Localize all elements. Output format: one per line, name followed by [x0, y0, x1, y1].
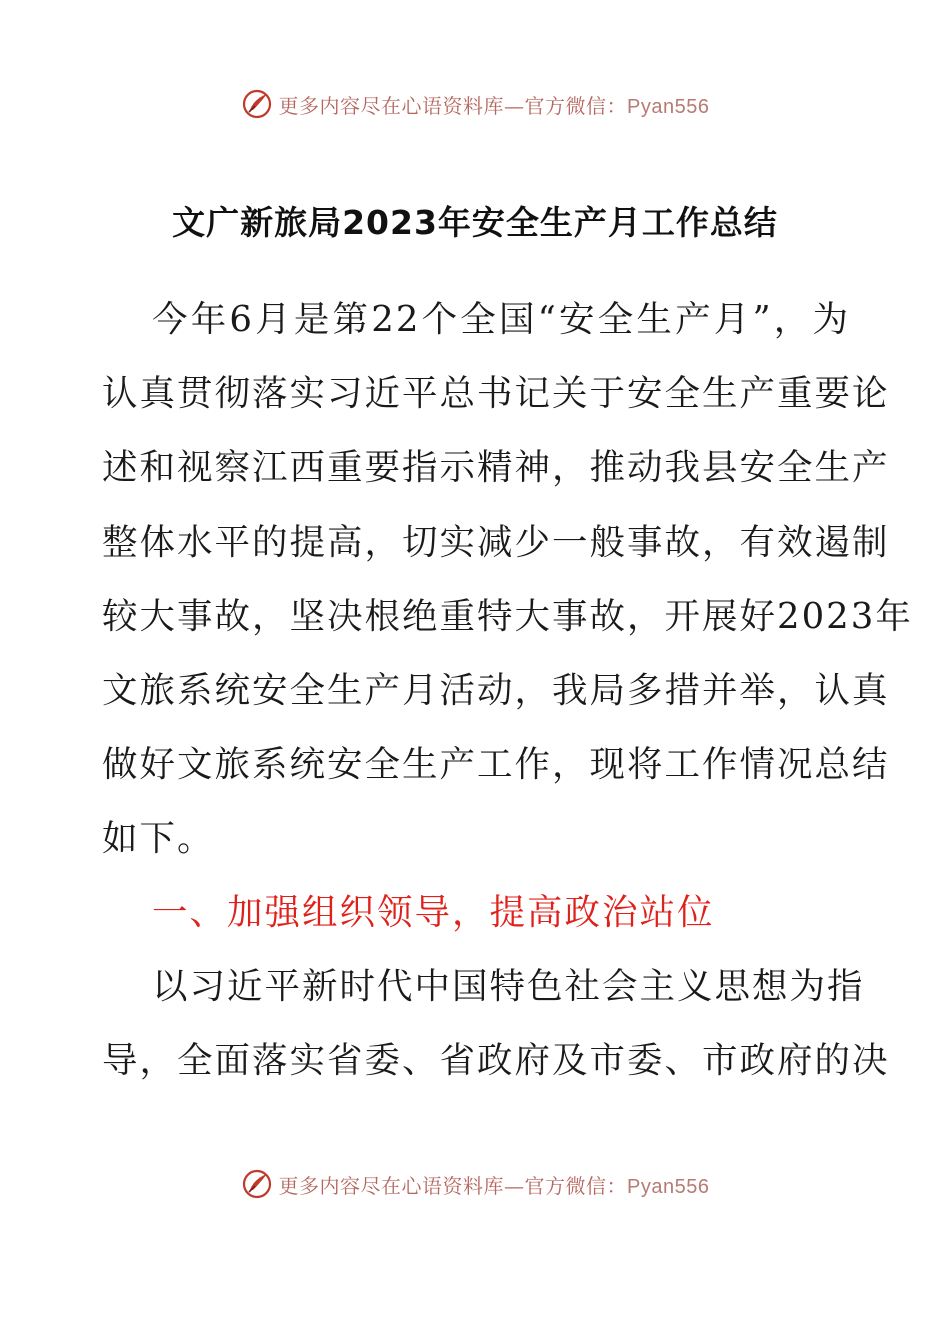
watermark-text — [279, 90, 710, 119]
paragraph-intro — [102, 283, 913, 877]
paragraph-line: 如下。 — [102, 818, 215, 860]
paragraph-line: 文旅系统安全生产月活动，我局多措并举，认真 — [102, 670, 890, 712]
document-title: 文广新旅局2023年安全生产月工作总结 — [172, 203, 778, 242]
paragraph-line: 整体水平的提高，切实减少一般事故，有效遏制 — [102, 521, 890, 563]
quill-seal-icon — [241, 88, 273, 120]
section-heading: 一、加强组织领导，提高政治站位 — [152, 892, 715, 933]
watermark-footer — [0, 1164, 950, 1204]
paragraph-line: 做好文旅系统安全生产工作，现将工作情况总结 — [102, 744, 890, 786]
watermark-label: 更多内容尽在心语资料库—官方微信： — [278, 1173, 628, 1198]
watermark-label: 更多内容尽在心语资料库—官方微信： — [278, 93, 628, 118]
quill-seal-icon — [241, 1168, 273, 1200]
paragraph-line: 今年6月是第22个全国“安全生产月”，为 — [152, 299, 850, 340]
watermark-header — [0, 84, 950, 124]
paragraph-section1 — [102, 950, 890, 1098]
watermark-wechat-id: Pyan556 — [627, 1175, 710, 1198]
paragraph-line: 认真贯彻落实习近平总书记关于安全生产重要论 — [102, 373, 890, 415]
watermark-wechat-id: Pyan556 — [627, 95, 710, 118]
paragraph-line: 以习近平新时代中国特色社会主义思想为指 — [152, 966, 865, 1007]
paragraph-line: 较大事故，坚决根绝重特大事故，开展好2023年 — [102, 595, 913, 637]
paragraph-line: 述和视察江西重要指示精神，推动我县安全生产 — [102, 447, 890, 489]
paragraph-line: 导，全面落实省委、省政府及市委、市政府的决 — [102, 1040, 890, 1082]
watermark-text — [279, 1170, 710, 1199]
